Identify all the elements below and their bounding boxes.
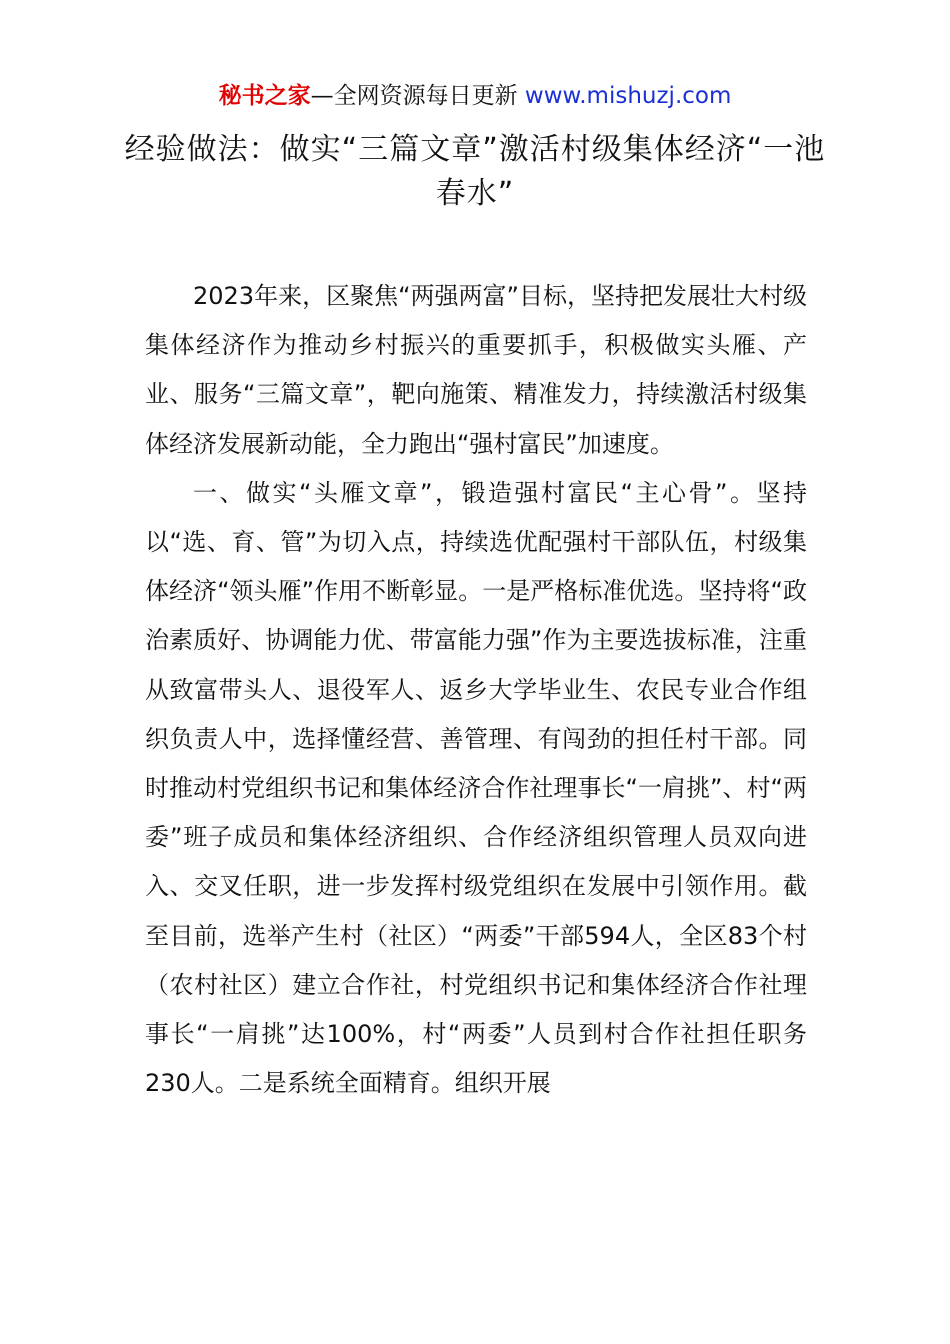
- watermark-slogan: —全网资源每日更新: [310, 83, 525, 109]
- document-title: 经验做法：做实“三篇文章”激活村级集体经济“一池春水”: [124, 132, 826, 211]
- watermark-brand: 秘书之家: [218, 83, 311, 109]
- watermark-banner: [0, 80, 950, 112]
- body-paragraph-intro: 2023年来，区聚焦“两强两富”目标，坚持把发展壮大村级集体经济作为推动乡村振兴的重要抓手，积极做实头雁、产业、服务“三篇文章”，靶向施策、精准发力，持续激活村级集体经济发展新动能，全力跑出“强村富民”加速度。: [145, 282, 807, 458]
- document-body: [145, 272, 807, 1108]
- watermark-url[interactable]: www.mishuzj.com: [524, 83, 732, 109]
- body-paragraph-section-one: 一、做实“头雁文章”，锻造强村富民“主心骨”。坚持以“选、育、管”为切入点，持续选优配强村干部队伍，村级集体经济“领头雁”作用不断彰显。一是严格标准优选。坚持将“政治素质好、协调能力优、带富能力强”作为主要选拔标准，注重从致富带头人、退役军人、返乡大学毕业生、农民专业合作组织负责人中，选择懂经营、善管理、有闯劲的担任村干部。同时推动村党组织书记和集体经济合作社理事长“一肩挑”、村“两委”班子成员和集体经济组织、合作经济组织管理人员双向进入、交叉任职，进一步发挥村级党组织在发展中引领作用。截至目前，选举产生村（社区）“两委”干部594人，全区83个村（农村社区）建立合作社，村党组织书记和集体经济合作社理事长“一肩挑”达100%，村“两委”人员到村合作社担任职务230人。二是系统全面精育。组织开展: [145, 478, 807, 1098]
